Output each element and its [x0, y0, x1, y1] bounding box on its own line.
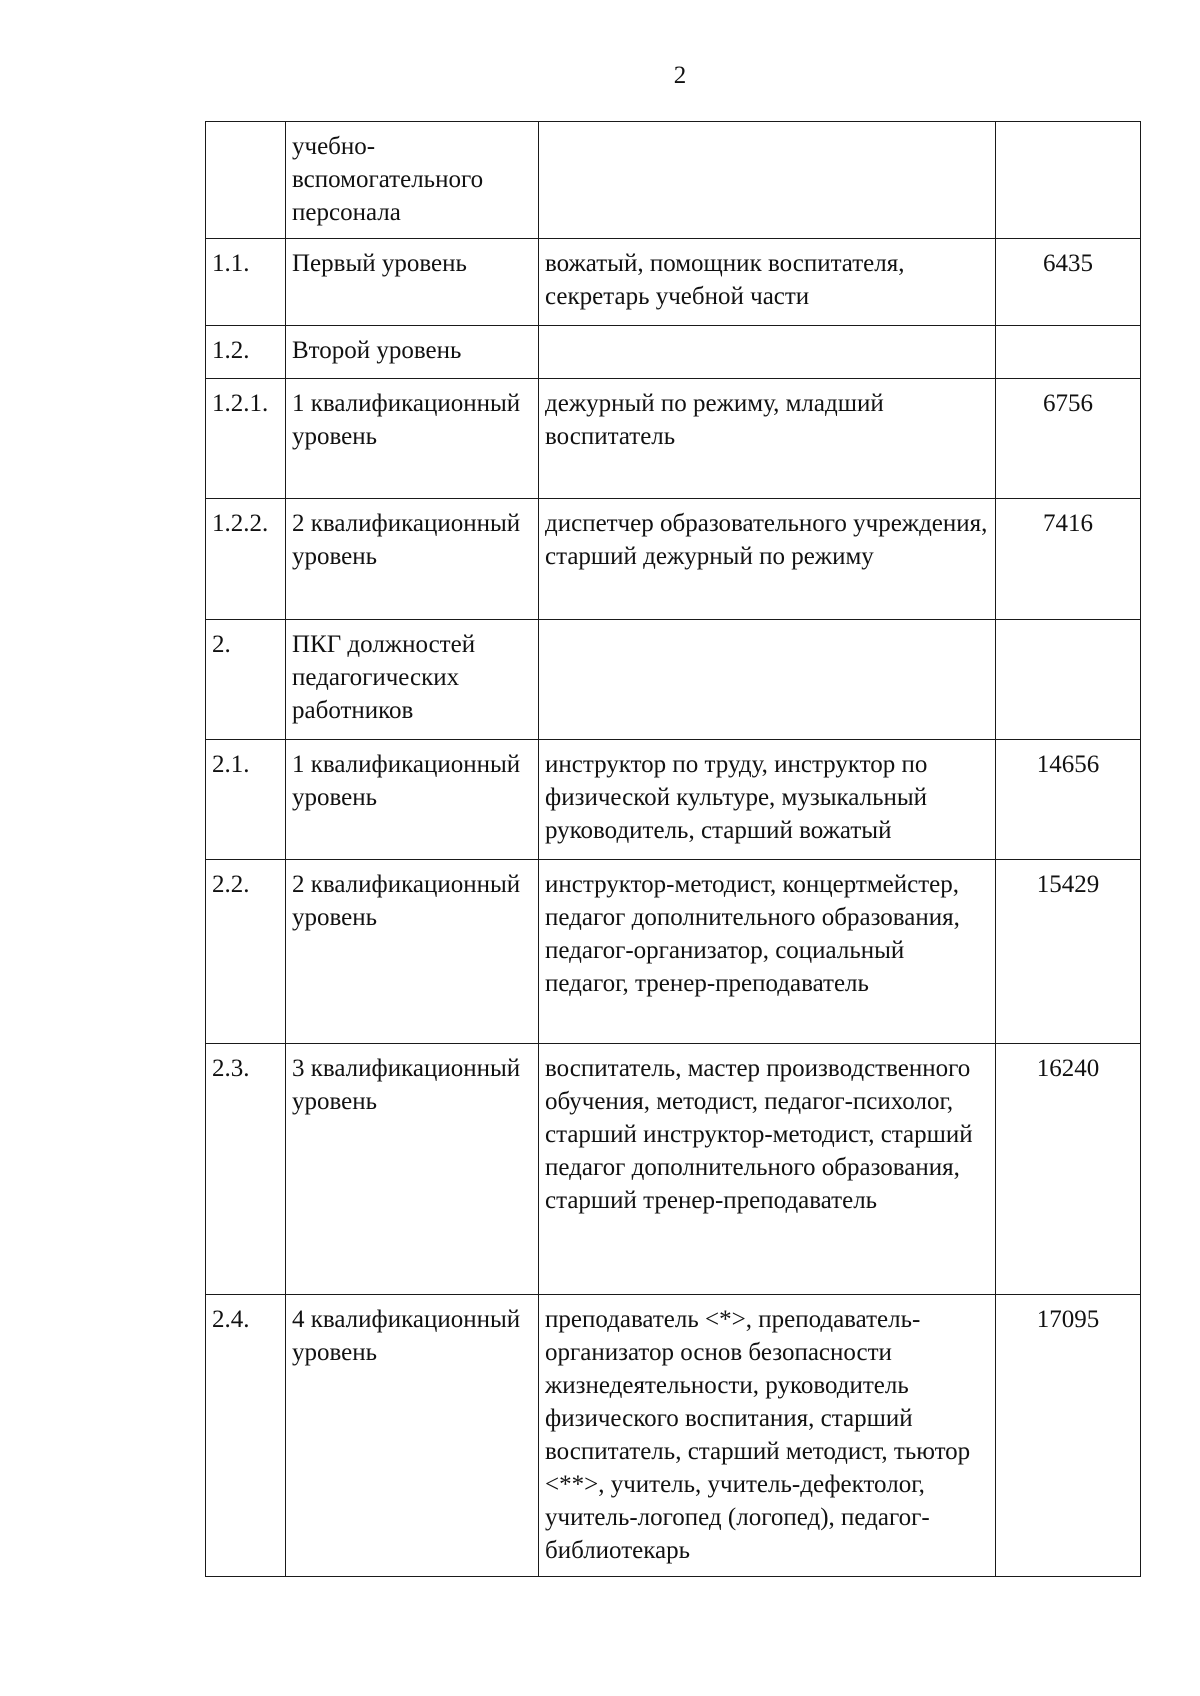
positions: преподаватель <*>, преподаватель-организатор основ безопасности жизнедеятельности, руководитель физического воспитания, старший воспитатель, старший методист, тьютор <**>, учитель, учитель-дефектолог, учитель-логопед (логопед), педагог-библиотекарь: [539, 1295, 996, 1577]
qualification-level: 2 квалификационный уровень: [286, 499, 539, 620]
page-number: 2: [673, 62, 687, 89]
qualification-level: 4 квалификационный уровень: [286, 1295, 539, 1577]
salary-value: 7416: [996, 499, 1141, 620]
table-row: [206, 326, 1141, 379]
salary-value: 17095: [996, 1295, 1141, 1577]
qualification-level: Второй уровень: [286, 326, 539, 379]
salary-value: 16240: [996, 1044, 1141, 1295]
positions: инструктор по труду, инструктор по физической культуре, музыкальный руководитель, старший вожатый: [539, 740, 996, 860]
positions: воспитатель, мастер производственного обучения, методист, педагог-психолог, старший инструктор-методист, старший педагог дополнительного образования, старший тренер-преподаватель: [539, 1044, 996, 1295]
table-row: [206, 860, 1141, 1044]
salary-value: 6756: [996, 379, 1141, 499]
positions: диспетчер образовательного учреждения, старший дежурный по режиму: [539, 499, 996, 620]
positions: [539, 122, 996, 239]
table-row: [206, 740, 1141, 860]
row-number: 1.2.1.: [206, 379, 286, 499]
table-row: [206, 122, 1141, 239]
row-number: 2.1.: [206, 740, 286, 860]
salary-value: 14656: [996, 740, 1141, 860]
salary-table: [205, 121, 1141, 1577]
row-number: 2.2.: [206, 860, 286, 1044]
positions: инструктор-методист, концертмейстер, педагог дополнительного образования, педагог-организатор, социальный педагог, тренер-преподаватель: [539, 860, 996, 1044]
row-number: 2.4.: [206, 1295, 286, 1577]
salary-value: 15429: [996, 860, 1141, 1044]
row-number: [206, 122, 286, 239]
positions: [539, 620, 996, 740]
table-row: [206, 379, 1141, 499]
qualification-level: 3 квалификационный уровень: [286, 1044, 539, 1295]
table-row: [206, 1044, 1141, 1295]
qualification-level: ПКГ должностей педагогических работников: [286, 620, 539, 740]
row-number: 2.3.: [206, 1044, 286, 1295]
table-row: [206, 499, 1141, 620]
row-number: 1.1.: [206, 239, 286, 326]
table-row: [206, 1295, 1141, 1577]
table-row: [206, 239, 1141, 326]
qualification-level: учебно-вспомогательного персонала: [286, 122, 539, 239]
qualification-level: Первый уровень: [286, 239, 539, 326]
row-number: 1.2.: [206, 326, 286, 379]
qualification-level: 1 квалификационный уровень: [286, 740, 539, 860]
row-number: 1.2.2.: [206, 499, 286, 620]
qualification-level: 2 квалификационный уровень: [286, 860, 539, 1044]
salary-value: [996, 326, 1141, 379]
table-row: [206, 620, 1141, 740]
positions: дежурный по режиму, младший воспитатель: [539, 379, 996, 499]
positions: [539, 326, 996, 379]
salary-value: 6435: [996, 239, 1141, 326]
salary-value: [996, 620, 1141, 740]
qualification-level: 1 квалификационный уровень: [286, 379, 539, 499]
positions: вожатый, помощник воспитателя, секретарь учебной части: [539, 239, 996, 326]
salary-value: [996, 122, 1141, 239]
row-number: 2.: [206, 620, 286, 740]
